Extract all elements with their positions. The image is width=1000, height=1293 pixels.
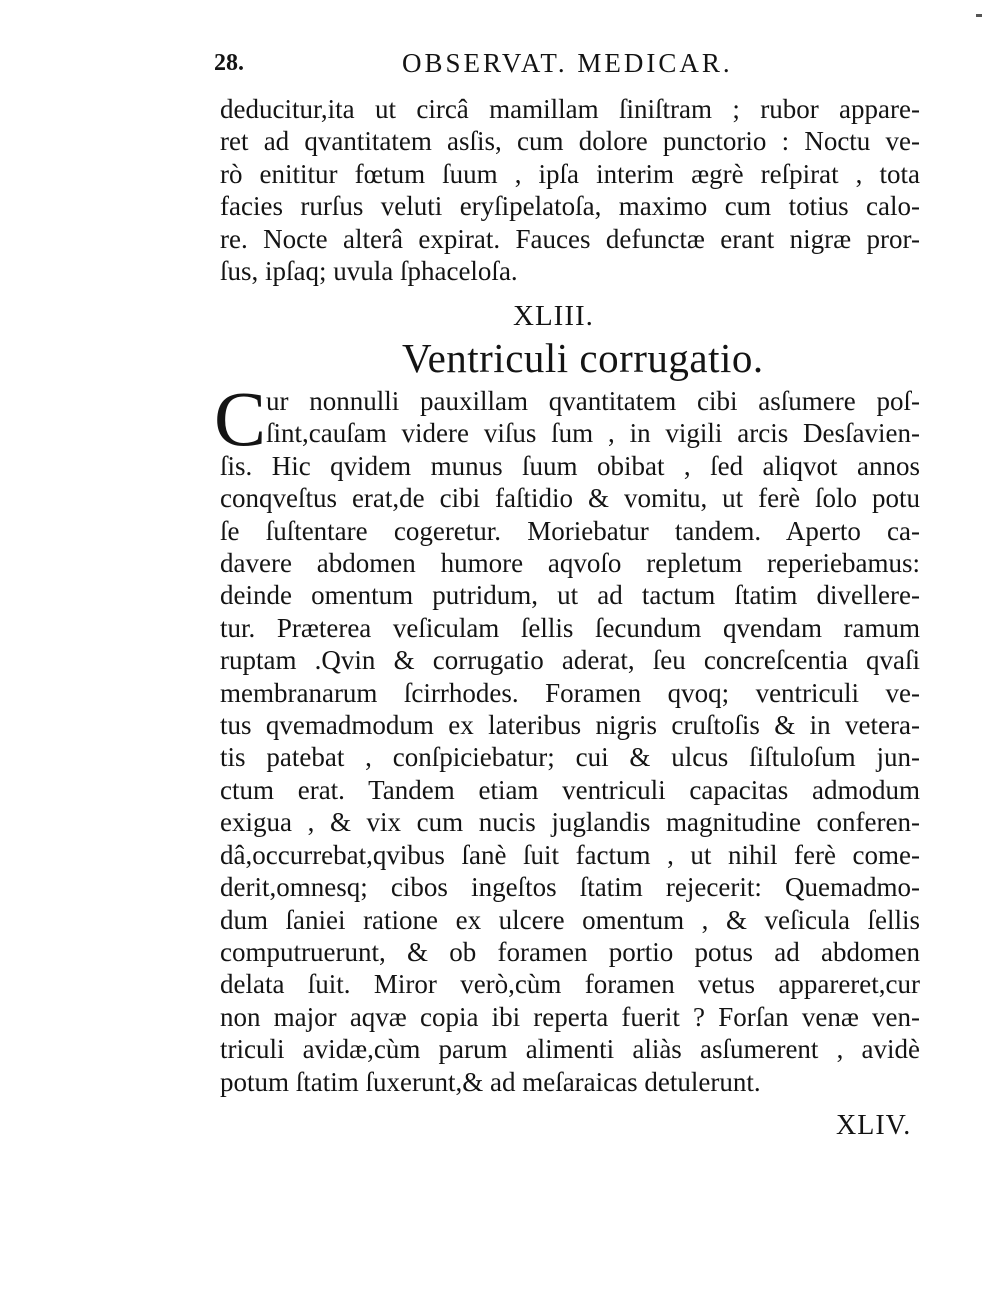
text-line: tur. Præterea veſiculam ſellis ſecundum qvendam ramum: [220, 612, 920, 643]
text-line: facies rurſus veluti eryſipelatoſa, maximo cum totius calo-: [220, 191, 920, 222]
paragraph-continuation: [220, 93, 920, 287]
running-head: [214, 44, 734, 84]
paragraph-main: [220, 385, 920, 1098]
catchword: XLIV.: [836, 1110, 912, 1141]
text-line: non major aqvæ copia ibi reperta fuerit ? Forſan venæ ven-: [220, 1001, 920, 1032]
text-line: computruerunt, & ob foramen portio potus ad abdomen: [220, 936, 920, 967]
section-title: Ventriculi corrugatio.: [402, 335, 764, 381]
text-line: triculi avidæ,cùm parum alimenti aliàs asſumerent , avidè: [220, 1034, 920, 1065]
section-number: XLIII.: [513, 300, 594, 332]
text-line: exigua , & vix cum nucis juglandis magnitudine conferen-: [220, 807, 920, 838]
text-line: tis patebat , conſpiciebatur; cui & ulcus ſiſtuloſum jun-: [220, 742, 920, 773]
text-line: ret ad qvantitatem asſis, cum dolore punctorio : Noctu ve-: [220, 126, 920, 157]
text-line: derit,omnesq; cibos ingeſtos ſtatim rejecerit: Quemadmo-: [220, 872, 920, 903]
text-line: re. Nocte alterâ expirat. Fauces defunctæ erant nigræ pror-: [220, 223, 920, 254]
text-line: conqveſtus erat,de cibi faſtidio & vomitu, ut ferè ſolo potu: [220, 483, 920, 514]
drop-cap: C: [214, 375, 267, 462]
text-line: dâ,occurrebat,qvibus ſanè ſuit factum , ut nihil ferè come-: [220, 839, 920, 870]
text-line: ſe ſuſtentare cogeretur. Moriebatur tandem. Aperto ca-: [220, 515, 920, 546]
text-line: tus qvemadmodum ex lateribus nigris cruſtoſis & in vetera-: [220, 710, 920, 741]
text-line: ur nonnulli pauxillam qvantitatem cibi asſumere poſ-: [266, 386, 920, 416]
text-line: davere abdomen humore aqvoſo repletum reperiebamus:: [220, 548, 920, 579]
text-line: membranarum ſcirrhodes. Foramen qvoq; ventriculi ve-: [220, 677, 920, 708]
text-line: dum ſaniei ratione ex ulcere omentum , & veſicula ſellis: [220, 904, 920, 935]
text-line: deinde omentum putridum, ut ad tactum ſtatim divellere-: [220, 580, 920, 611]
page-edge-mark: [976, 14, 982, 17]
text-line: ctum erat. Tandem etiam ventriculi capacitas admodum: [220, 774, 920, 805]
text-line: ſus, ipſaq; uvula ſphaceloſa.: [220, 256, 518, 287]
text-line: rò enititur fœtum ſuum , ipſa interim ægrè reſpirat , tota: [220, 158, 920, 189]
text-line: ſint,cauſam videre viſus ſum , in vigili arcis Desſavien-: [266, 418, 920, 449]
text-line: potum ſtatim ſuxerunt,& ad meſaraicas detulerunt.: [220, 1066, 761, 1097]
text-line: ruptam .Qvin & corrugatio aderat, ſeu concreſcentia qvaſi: [220, 645, 920, 676]
page-number: 28.: [214, 50, 244, 76]
running-title: OBSERVAT. MEDICAR.: [402, 48, 733, 78]
text-line: deducitur,ita ut circâ mamillam ſiniſtram ; rubor appare-: [220, 94, 920, 124]
text-line: ſis. Hic qvidem munus ſuum obibat , ſed aliqvot annos: [220, 450, 920, 481]
text-line: delata ſuit. Miror verò,cùm foramen vetus appareret,cur: [220, 969, 920, 1000]
